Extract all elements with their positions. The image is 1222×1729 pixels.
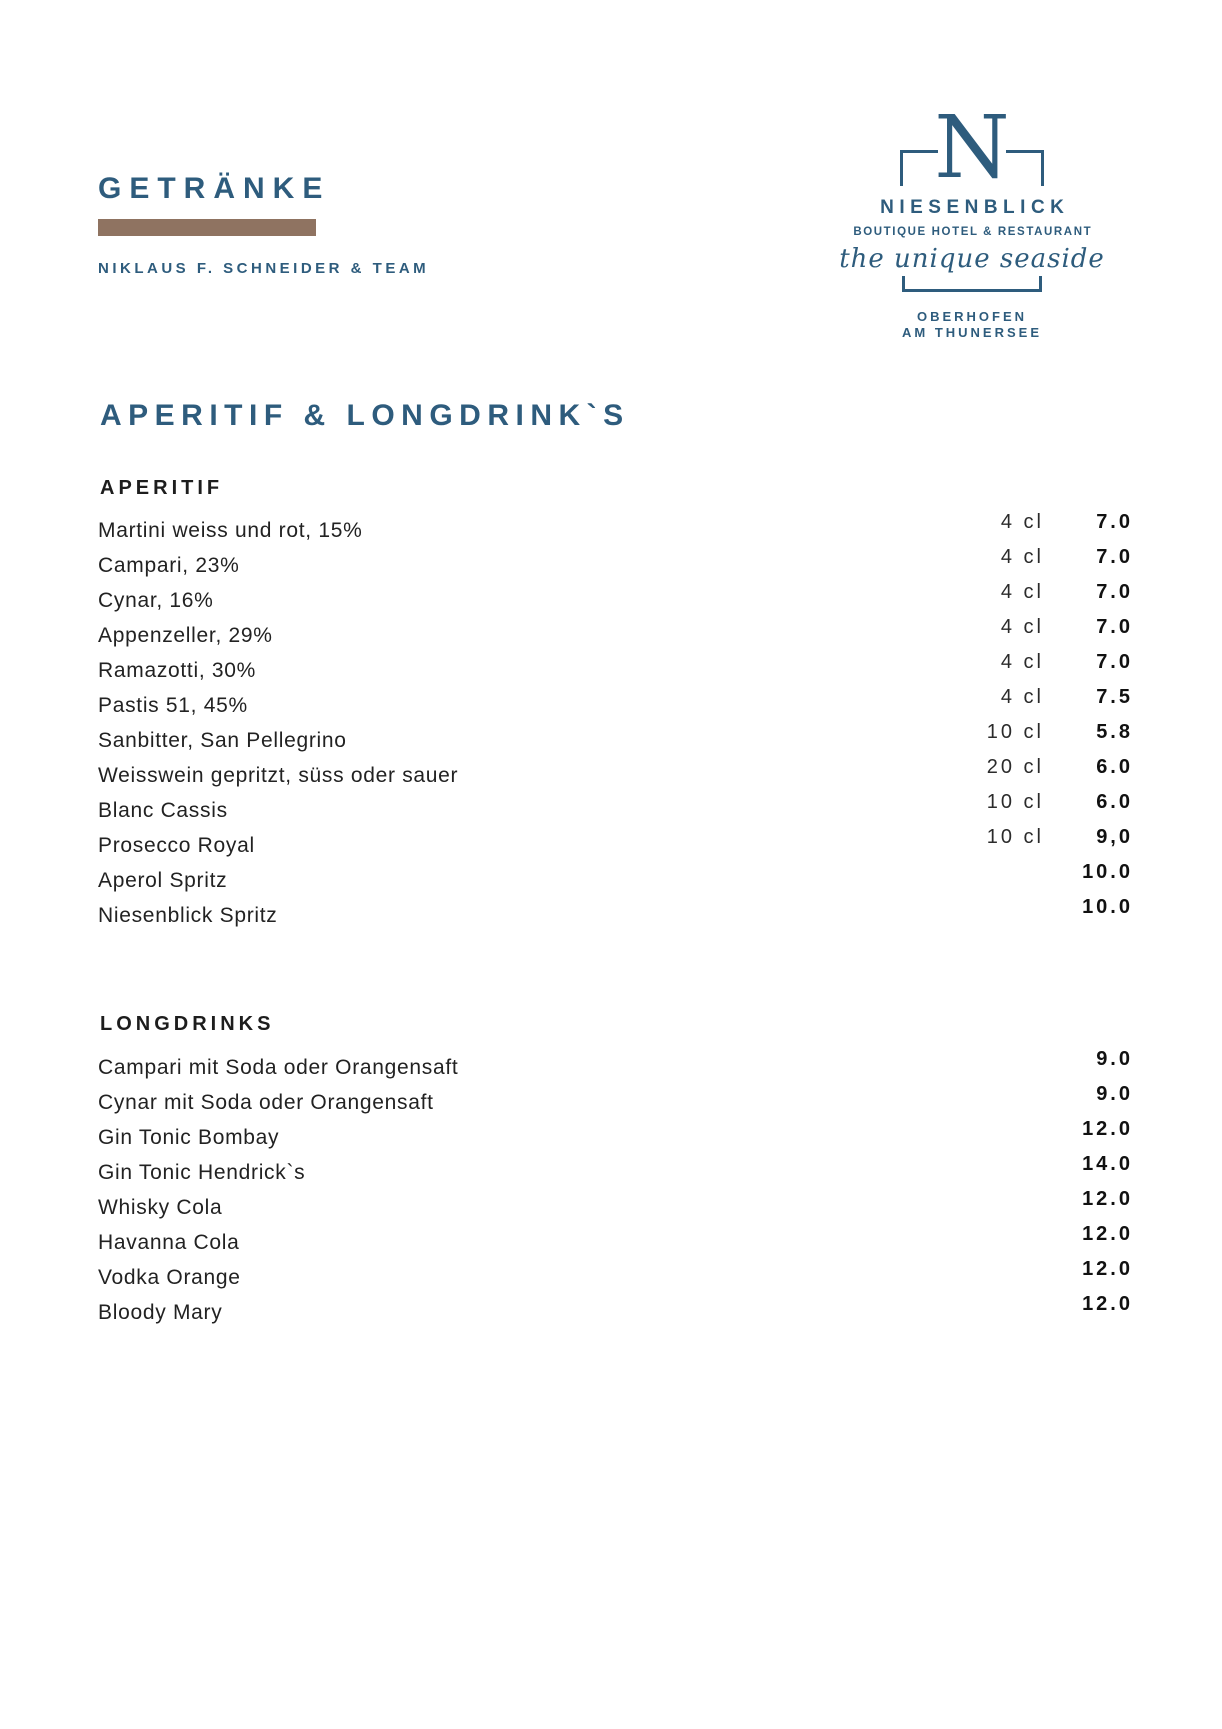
menu-item-price: 12.0: [1082, 1118, 1133, 1140]
menu-item-volume: [966, 1182, 1044, 1217]
menu-item-volume: 10 cl: [986, 826, 1044, 848]
menu-item-price: 12.0: [1082, 1223, 1133, 1245]
menu-item-volume: 10 cl: [986, 721, 1044, 743]
menu-item-name: Pastis 51, 45%: [98, 694, 248, 717]
brand-block: [98, 172, 429, 277]
menu-item-volume: 4 cl: [1000, 581, 1044, 603]
logo-bracket-bottom-icon: [902, 276, 1042, 292]
menu-item-name: Havanna Cola: [98, 1231, 240, 1254]
menu-item-name: Vodka Orange: [98, 1266, 241, 1289]
menu-item-price: 5.8: [1096, 721, 1133, 743]
menu-item-name: Ramazotti, 30%: [98, 659, 257, 682]
menu-item-name: Campari, 23%: [98, 554, 240, 577]
menu-item-volume: [966, 1217, 1044, 1252]
menu-item-volume: 20 cl: [986, 756, 1044, 778]
logo-script-motto: the unique seaside: [839, 244, 1105, 274]
menu-item-name: Gin Tonic Bombay: [98, 1126, 280, 1149]
longdrinks-rows: [98, 1048, 1133, 1330]
menu-item-price: 7.5: [1096, 686, 1133, 708]
menu-item-volume: [966, 1077, 1044, 1112]
menu-item-price: 7.0: [1096, 511, 1133, 533]
aperitif-rows: [98, 511, 1133, 933]
menu-item-name: Weisswein gepritzt, süss oder sauer: [98, 764, 459, 787]
menu-item-volume: [966, 855, 1044, 890]
team-line: NIKLAUS F. SCHNEIDER & TEAM: [98, 260, 430, 277]
logo-location: [822, 309, 1122, 341]
menu-item-name: Gin Tonic Hendrick`s: [98, 1161, 306, 1184]
menu-item-price: 7.0: [1096, 616, 1133, 638]
menu-item-name: Whisky Cola: [98, 1196, 223, 1219]
menu-item-name: Campari mit Soda oder Orangensaft: [98, 1056, 459, 1079]
menu-item-volume: 4 cl: [1000, 511, 1044, 533]
menu-item-price: 12.0: [1082, 1258, 1133, 1280]
menu-item-row: [98, 1293, 1133, 1330]
logo-monogram: N: [934, 98, 1010, 198]
menu-item-name: Bloody Mary: [98, 1301, 223, 1324]
menu-item-name: Sanbitter, San Pellegrino: [98, 729, 347, 752]
menu-item-name: Blanc Cassis: [98, 799, 228, 822]
menu-item-name: Appenzeller, 29%: [98, 624, 273, 647]
logo-bracket-right-icon: [1006, 150, 1044, 186]
menu-item-row: [98, 896, 1133, 933]
menu-item-price: 12.0: [1082, 1188, 1133, 1210]
page-title: GETRÄNKE: [98, 172, 331, 205]
menu-item-name: Martini weiss und rot, 15%: [98, 519, 363, 542]
menu-item-price: 10.0: [1082, 896, 1133, 918]
menu-item-volume: [966, 1042, 1044, 1077]
menu-item-name: Prosecco Royal: [98, 834, 255, 857]
menu-item-volume: [966, 1147, 1044, 1182]
hotel-logo: [822, 98, 1122, 341]
menu-item-price: 7.0: [1096, 581, 1133, 603]
menu-item-volume: 4 cl: [1000, 686, 1044, 708]
menu-item-price: 9.0: [1096, 1048, 1133, 1070]
logo-location-line2: AM THUNERSEE: [901, 325, 1042, 340]
menu-item-volume: 4 cl: [1000, 616, 1044, 638]
menu-item-price: 9,0: [1096, 826, 1133, 848]
menu-item-price: 10.0: [1082, 861, 1133, 883]
menu-item-name: Cynar, 16%: [98, 589, 214, 612]
menu-item-price: 6.0: [1096, 791, 1133, 813]
logo-bracket-left-icon: [900, 150, 938, 186]
menu-item-name: Niesenblick Spritz: [98, 904, 278, 927]
title-underline-bar: [98, 219, 316, 236]
menu-item-volume: [966, 890, 1044, 925]
section-title-aperitif: APERITIF: [100, 477, 224, 499]
menu-item-volume: 4 cl: [1000, 546, 1044, 568]
menu-item-volume: [966, 1252, 1044, 1287]
logo-hotel-name: NIESENBLICK: [880, 197, 1070, 218]
menu-item-name: Aperol Spritz: [98, 869, 228, 892]
menu-item-volume: [966, 1287, 1044, 1322]
menu-item-price: 7.0: [1096, 651, 1133, 673]
menu-item-volume: 10 cl: [986, 791, 1044, 813]
logo-location-line1: OBERHOFEN: [916, 309, 1028, 324]
menu-item-volume: [966, 1112, 1044, 1147]
menu-heading: APERITIF & LONGDRINK`S: [100, 399, 630, 432]
menu-item-price: 12.0: [1082, 1293, 1133, 1315]
section-title-longdrinks: LONGDRINKS: [100, 1013, 275, 1035]
logo-monogram-area: [822, 98, 1122, 198]
menu-item-price: 7.0: [1096, 546, 1133, 568]
menu-item-price: 9.0: [1096, 1083, 1133, 1105]
menu-item-price: 14.0: [1082, 1153, 1133, 1175]
menu-item-price: 6.0: [1096, 756, 1133, 778]
menu-item-volume: 4 cl: [1000, 651, 1044, 673]
menu-item-name: Cynar mit Soda oder Orangensaft: [98, 1091, 434, 1114]
logo-tagline: BOUTIQUE HOTEL & RESTAURANT: [853, 226, 1093, 238]
